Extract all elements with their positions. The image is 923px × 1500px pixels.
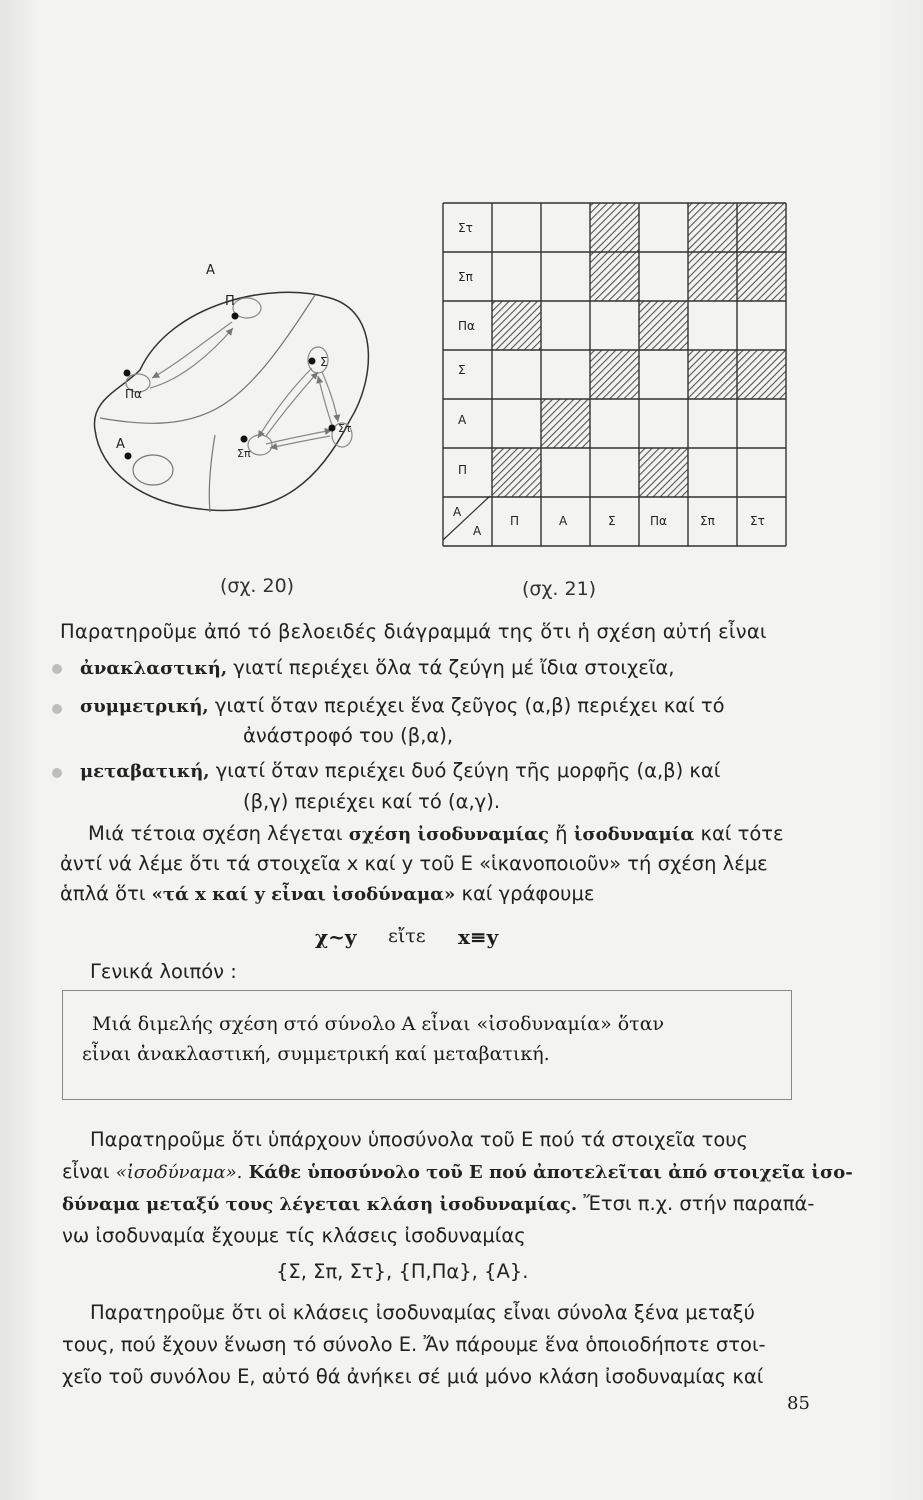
fig20-label-A: A [116, 437, 125, 452]
definition-class-text: Κάθε ὑποσύνολο τοῦ Ε πού ἀποτελεῖται ἀπό στοιχεῖα ἰσο- [242, 1162, 853, 1183]
bullet-icon [52, 664, 62, 674]
grid-shaded-cell [639, 301, 688, 350]
term-equivalence-relation: σχέση ἰσοδυναμίας [348, 824, 549, 845]
property-text: γιατί ὅταν περιέχει δυό ζεύγη τῆς μορφῆς (α,β) καί [215, 759, 721, 782]
grid-shaded-cell [737, 350, 786, 399]
property-term: μεταβατική, [80, 761, 210, 782]
term-equivalence: ἰσοδυναμία [573, 824, 695, 845]
formula-middle: εἴτε [388, 925, 426, 947]
property-text-cont: ἀνάστροφό του (β,α), [243, 724, 454, 747]
term-equivalence-class: δύναμα μεταξύ τους λέγεται κλάση ἰσοδυναμίας. [62, 1194, 578, 1215]
para3-line1: Παρατηροῦμε ὅτι ὑπάρχουν ὑποσύνολα τοῦ Ε πού τά στοιχεῖα τους [90, 1128, 748, 1151]
grid-row-label: Σπ [458, 270, 473, 284]
formula-left: χ~y [315, 925, 357, 949]
grid-col-label: Στ [750, 514, 765, 528]
generally-text: Γενικά λοιπόν : [90, 960, 237, 983]
property-text: γιατί περιέχει ὅλα τά ζεύγη μέ ἴδια στοιχεῖα, [233, 656, 675, 679]
grid-shaded-cell [639, 448, 688, 497]
term-equivalent-italic: «ἰσοδύναμα». [115, 1162, 243, 1183]
para2-line1 [88, 818, 784, 850]
text-span: ἁπλά ὅτι [60, 882, 152, 905]
para3-line4: νω ἰσοδυναμία ἔχουμε τίς κλάσεις ἰσοδυναμίας [62, 1224, 526, 1247]
grid-shaded-cell [688, 350, 737, 399]
para4-line3: χεῖο τοῦ συνόλου Ε, αὐτό θά ἀνήκει σέ μιά μόνο κλάση ἰσοδυναμίας καί [62, 1365, 764, 1388]
grid-shaded-cell [541, 399, 590, 448]
text-span: Μιά τέτοια σχέση λέγεται [88, 822, 349, 845]
page-number: 85 [787, 1393, 810, 1414]
property-symmetric [80, 690, 725, 722]
figure-20-caption: (σχ. 20) [220, 575, 295, 597]
para2-line3 [60, 878, 594, 910]
text-span: καί τότε [694, 822, 784, 845]
grid-row-label: Π [458, 463, 468, 477]
grid-col-label: Πα [650, 514, 667, 528]
para2-line2: ἀντί νά λέμε ὅτι τά στοιχεῖα x καί y τοῦ Ε «ἱκανοποιοῦν» τή σχέση λέμε [60, 852, 768, 875]
grid-row-label: Σ [458, 363, 466, 377]
bullet-icon [52, 704, 62, 714]
definition-line2: εἶναι ἀνακλαστική, συμμετρική καί μεταβατική. [82, 1043, 550, 1065]
formula-right: x≡y [458, 925, 499, 949]
grid-row-label: Στ [458, 221, 473, 235]
grid-shaded-cell [590, 350, 639, 399]
grid-shaded-cell [737, 203, 786, 252]
grid-shaded-cell [492, 301, 541, 350]
property-reflexive [80, 652, 674, 684]
grid-shaded-cell [590, 252, 639, 301]
term-equivalent: «τά x καί y εἶναι ἰσοδύναμα» [151, 884, 456, 905]
property-term: συμμετρική, [80, 696, 209, 717]
para4-line1: Παρατηροῦμε ὅτι οἱ κλάσεις ἰσοδυναμίας εἶναι σύνολα ξένα μεταξύ [90, 1301, 755, 1324]
property-text-cont: (β,γ) περιέχει καί τό (α,γ). [243, 790, 501, 813]
grid-col-label: Σ [608, 514, 616, 528]
grid-shaded-cell [492, 448, 541, 497]
fig20-label-Pa: Πα [125, 387, 142, 401]
property-term: ἀνακλαστική, [80, 658, 228, 679]
figure-21-caption: (σχ. 21) [522, 578, 597, 600]
bullet-icon [52, 768, 62, 778]
text-span: Ἔτσι π.χ. στήν παραπά- [577, 1192, 815, 1215]
grid-row-label: Πα [458, 319, 475, 333]
text-span: καί γράφουμε [455, 882, 595, 905]
grid-corner-bottom-label: A [473, 524, 482, 538]
grid-col-label: Α [559, 514, 568, 528]
equivalence-classes: {Σ, Σπ, Στ}, {Π,Πα}, {Α}. [276, 1260, 529, 1283]
intro-text: Παρατηροῦμε ἀπό τό βελοειδές διάγραμμά της ὅτι ἡ σχέση αὐτή εἶναι [60, 620, 767, 643]
grid-col-label: Π [510, 514, 520, 528]
grid-shaded-cell [688, 203, 737, 252]
fig20-label-A-top: A [206, 263, 215, 278]
property-transitive [80, 755, 720, 787]
fig20-label-P: Π [225, 294, 235, 309]
fig20-label-St: Στ [338, 422, 352, 435]
property-text: γιατί ὅταν περιέχει ἕνα ζεῦγος (α,β) περιέχει καί τό [214, 694, 725, 717]
grid-shaded-cell [590, 203, 639, 252]
fig20-label-S: Σ [320, 355, 328, 369]
arrow-diagram-figure [80, 250, 420, 530]
grid-shaded-cell [737, 252, 786, 301]
grid-row-label: Α [458, 413, 467, 427]
grid-shaded-cell [688, 252, 737, 301]
para3-line2 [62, 1156, 853, 1188]
grid-col-label: Σπ [700, 514, 715, 528]
grid-corner-top-label: A [453, 505, 462, 519]
relation-grid-figure [440, 200, 792, 548]
para3-line3 [62, 1188, 814, 1220]
definition-line1: Μιά διμελής σχέση στό σύνολο Α εἶναι «ἰσοδυναμία» ὅταν [92, 1013, 665, 1035]
text-span: ἤ [548, 822, 574, 845]
para4-line2: τους, πού ἔχουν ἕνωση τό σύνολο Ε. Ἄν πάρουμε ἕνα ὁποιοδήποτε στοι- [62, 1333, 766, 1356]
text-span: εἶναι [62, 1160, 116, 1183]
fig20-label-Sp: Σπ [237, 447, 251, 460]
